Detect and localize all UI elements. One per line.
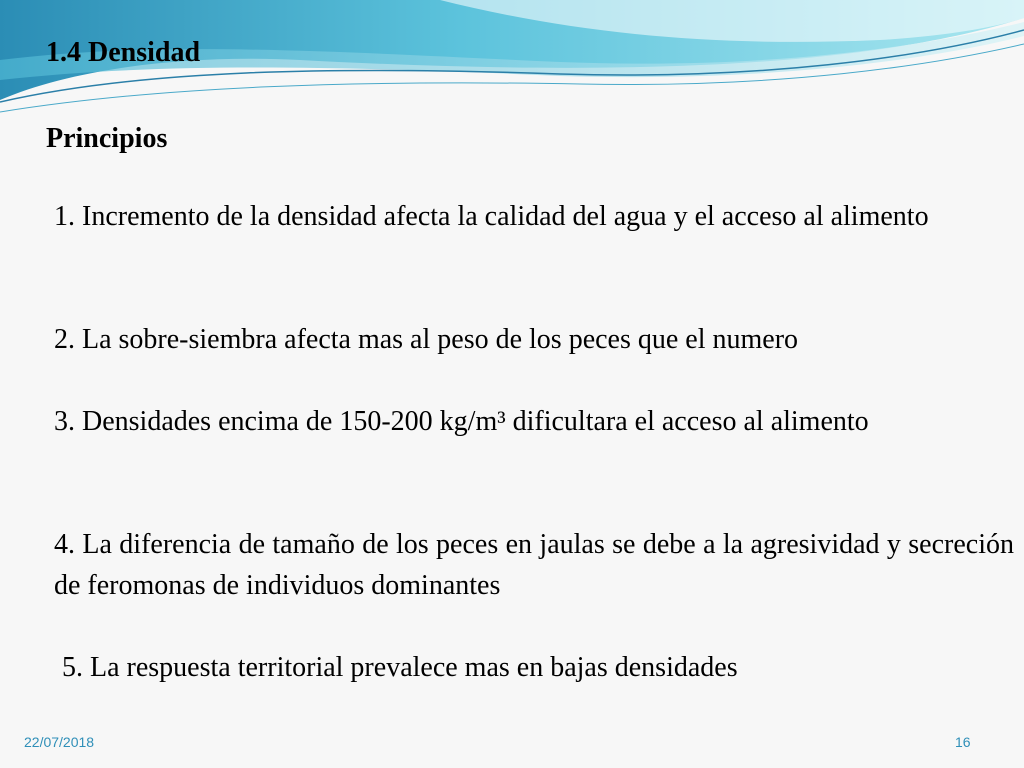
principle-2: 2. La sobre-siembra afecta mas al peso de los peces que el numero [54,324,799,355]
principle-1: 1. Incremento de la densidad afecta la calidad del agua y el acceso al alimento [54,201,929,232]
slide-subtitle: Principios [46,123,168,154]
footer-date: 22/07/2018 [24,734,95,750]
principle-4: 4. La diferencia de tamaño de los peces en jaulas se debe a la agresividad y secreción de feromonas de individuos dominantes [54,529,1014,601]
page-number: 16 [955,734,971,750]
slide-title: 1.4 Densidad [46,37,201,68]
principle-3: 3. Densidades encima de 150-200 kg/m³ dificultara el acceso al alimento [54,406,869,437]
principle-5: 5. La respuesta territorial prevalece mas en bajas densidades [62,652,738,683]
